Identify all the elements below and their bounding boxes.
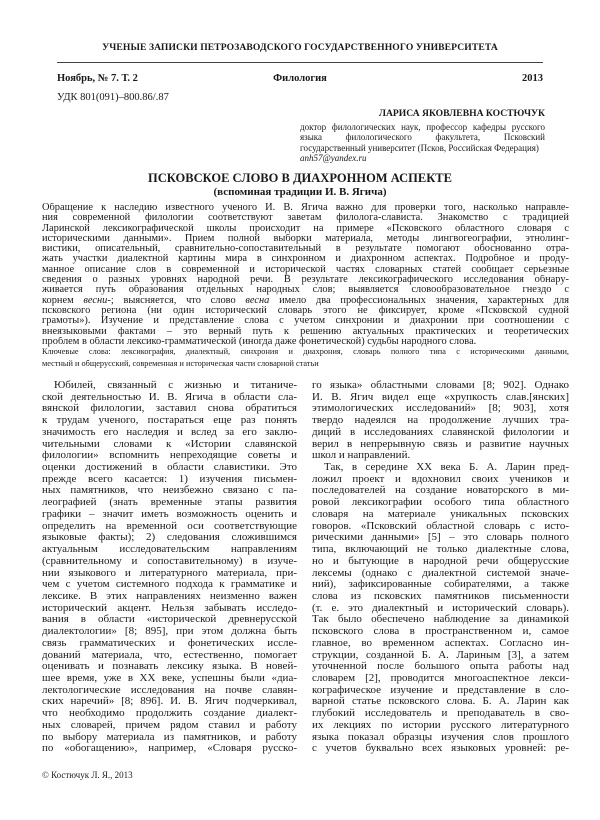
section-name: Филология [273,73,327,84]
text-line: школ и направлений. [312,450,411,462]
text-line: ровой лексикографии особого типа областного [312,497,569,509]
text-line [42,296,569,306]
text-line: графики – значит иметь возможность оценить и [42,508,297,520]
text-line: по выбору материала из памятников, и работу [42,731,297,743]
text-line: грамоты»). Изучение и представление слова с учетом синхронии и диахронии при соотношении с [42,316,569,327]
article-title: ПСКОВСКОЕ СЛОВО В ДИАХРОННОМ АСПЕКТЕ [148,171,452,185]
text-line: сведения о разных уровнях народной речи. В результате лексикографического исследования обнару- [42,275,569,286]
text-line: оценки достижений в области славистики. Это [42,462,297,474]
text-line: диций в исследованиях славянской филологии и [312,426,569,438]
text-line: шее время, уже в XX веке, успешны были «диа- [42,672,297,684]
text-line: варной статье псковского слова. Б. А. Ларин как [312,696,569,708]
text-line: нии языкового и литературного материала, при- [42,567,297,579]
article-subtitle: (вспоминая традиции И. В. Ягича) [213,186,387,198]
text-line: их лекциях по истории русского литературного [312,719,569,731]
text-line: верил в непрерывную связь и развитие научных [312,438,569,450]
year: 2013 [522,73,543,84]
text-line: го языка» областными словами [8; 902]. Однако [312,380,569,391]
text-line: исторический акцент. Нельзя забывать исследо- [42,602,297,614]
header-rule [57,62,543,63]
text-line: (сравнительному и сопоставительному) в изуче- [42,555,297,567]
text-line: словаря на материале уникальных псковских [312,508,569,520]
text-line: дований материала, что, естественно, помогает [42,649,297,661]
text-line: псковского региона (ни один исторический словарь этого не фиксирует, кроме «Псковской судной [42,305,569,316]
text-line: лектологические исследования на почве славян- [42,684,297,696]
text-line: местный и общерусский, современная и историческая части словарной статьи [42,358,319,368]
text-line: этимологических исследований» [8; 903], хотя [312,403,569,415]
text-line: оценивать и познавать лексику языка. В новей- [42,661,297,673]
keywords [42,346,569,369]
text-line: ных словарей, причем рядом ставил и работу [42,719,297,731]
body-column-left [42,380,297,755]
text-line: струкции, созданной Б. А. Лариным [3], а затем [312,649,569,661]
text-segment: корнем [42,295,84,306]
author-affiliation: доктор филологических наук, профессор кафедры русского языка филологического факультета, Псковский государственный университет (Псков, Российская Федерация) [300,121,545,153]
text-line: Ключевые слова: лексикография, диалектный, синхрония и диахрония, словарь полного типа с историческими данными, [42,347,569,356]
text-line: Юбилей, связанный с жизнью и титаниче- [54,380,297,391]
text-line: значимость его наследия и вслед за его заклю- [42,426,297,438]
text-line: ской деятельностью И. В. Ягича в области сла- [42,391,297,403]
text-line: чительными словами к «Истории славянской [42,438,297,450]
text-line: рическими данными» [5] – это словарь полного [312,532,569,544]
text-line: ний), зафиксированные собирателями, а также [312,579,569,591]
text-line: твердо надеялся на продолжение лучших тра- [312,415,569,427]
text-line: по «обогащению», например, «Словаря русско- [42,743,297,755]
text-line: лексике. В этих направлениях неизменно важен [42,590,297,602]
text-line: языковые факты); 2) следования сложившимся [42,532,297,544]
text-line: ных памятников, что неизбежно связано с па- [42,485,297,497]
journal-title: УЧЕНЫЕ ЗАПИСКИ ПЕТРОЗАВОДСКОГО ГОСУДАРСТВЕННОГО УНИВЕРСИТЕТА [102,42,498,53]
text-line: Ларинской лексикографической школы происходит на примере «Псковского областного словаря с [42,223,569,234]
text-line: (т. е. это диалектный и исторический словарь). [312,602,569,614]
abstract [42,203,569,347]
text-line: жать участки диалектной картины мира в синхронном и диахронном аспектах. Подробное и проду- [42,254,569,265]
italic-term: весна [245,295,270,306]
text-line: ложил проект и вдохновил своих учеников и [312,473,569,485]
text-line: манное описание слов в современной и исторической частях словарных статей сообщает серьезные [42,264,569,275]
text-line: вянской филологии, заставил снова обратиться [42,403,297,415]
text-line: прежде всего касается: 1) изучения письмен- [42,473,297,485]
text-line: чем с учетом системного подхода к грамматике и [42,579,297,591]
text-line: Обращение к наследию известного ученого И. В. Ягича важно для проверки того, насколько направле- [42,203,569,213]
text-line: живается путь образования отдельных народных слов; выявляется словообразовательное гнездо с [42,285,569,296]
text-line: историческими данными». Прием полной выборки материала, методы лингвогеографии, этнолинг- [42,233,569,244]
author-name: ЛАРИСА ЯКОВЛЕВНА КОСТЮЧУК [378,108,545,119]
issue-info: Ноябрь, № 7. Т. 2 [57,73,138,84]
text-line: И. В. Ягич видел еще «хрупкость слав.[янских] [312,391,569,403]
text-line: связь грамматических и фонетических иссле- [42,637,297,649]
text-line: последователей на создание новаторского в ми- [312,485,569,497]
text-line: определить на временной оси соответствующие [42,520,297,532]
text-line: что необходимо продолжить создание диалект- [42,708,297,720]
author-block [300,109,545,164]
text-line: кографическое изучение и представление в сло- [312,684,569,696]
text-line: псковского слова в пространственном и, самое [312,626,569,638]
text-line: слова из псковских памятников письменности [312,590,569,602]
text-line: к трудам ученого, постараться еще раз понять [42,415,297,427]
text-line: типа, включающий не только диалектные слова, [312,544,569,556]
text-line: внеязыковыми фактами – это верный путь к решению актуальных практических и теоретических [42,326,569,337]
text-line: актуальным исследовательским направлениям [42,544,297,556]
text-line: лексемы (однако с диалектной системой значе- [312,567,569,579]
text-line: глубокий исследователь и преподаватель в сво- [312,708,569,720]
text-segment: имело два профессиональных значения, характерных для [269,295,569,306]
text-line: ния современной филологии соответствуют заветам филолога-слависта. Знакомство с традицией [42,213,569,224]
text-line: ских наречий» [8; 896]. И. В. Ягич подчеркивал, [42,696,297,708]
text-line: с учетов буквально всех языковых уровней: ре- [312,743,569,755]
text-line: вистики, описательный, сравнительно-сопоставительный в результате помогают обоснованно отра- [42,244,569,255]
text-line: говоров. «Псковский областной словарь с исто- [312,520,569,532]
author-email[interactable]: anh57@yandex.ru [300,153,367,164]
text-line: но и бытующие в народной речи общерусские [312,555,569,567]
text-line: Так было обеспечено наблюдение за динамикой [312,614,569,626]
text-line: диалектологии» [8; 895], при этом должна быть [42,626,297,638]
text-line: словарем [2], проводится многоаспектное лекси- [312,672,569,684]
text-line: проблем в области лексико-грамматической (иногда даже фонетической) судьбы народного слова. [42,336,477,347]
udk-code: УДК 801(091)–800.86/.87 [57,92,169,103]
text-line: языка показал образцы изучения слов прошлого [312,731,569,743]
text-line: филологии» вспомнить непреходящие советы и [42,450,297,462]
italic-term: весни- [83,295,111,306]
text-line: леографией (знать временные этапы развития [42,497,297,509]
body-column-right [312,380,569,755]
text-segment: ; выясняется, что слово [110,295,246,306]
text-line: уточненной после большого опыта работы над [312,661,569,673]
text-line: вания в области «исторической древнерусской [42,614,297,626]
text-line: главное, во временном аспектах. Согласно ин- [312,637,569,649]
copyright: © Костючук Л. Я., 2013 [42,770,133,780]
text-line: Так, в середине XX века Б. А. Ларин пред- [324,462,569,474]
